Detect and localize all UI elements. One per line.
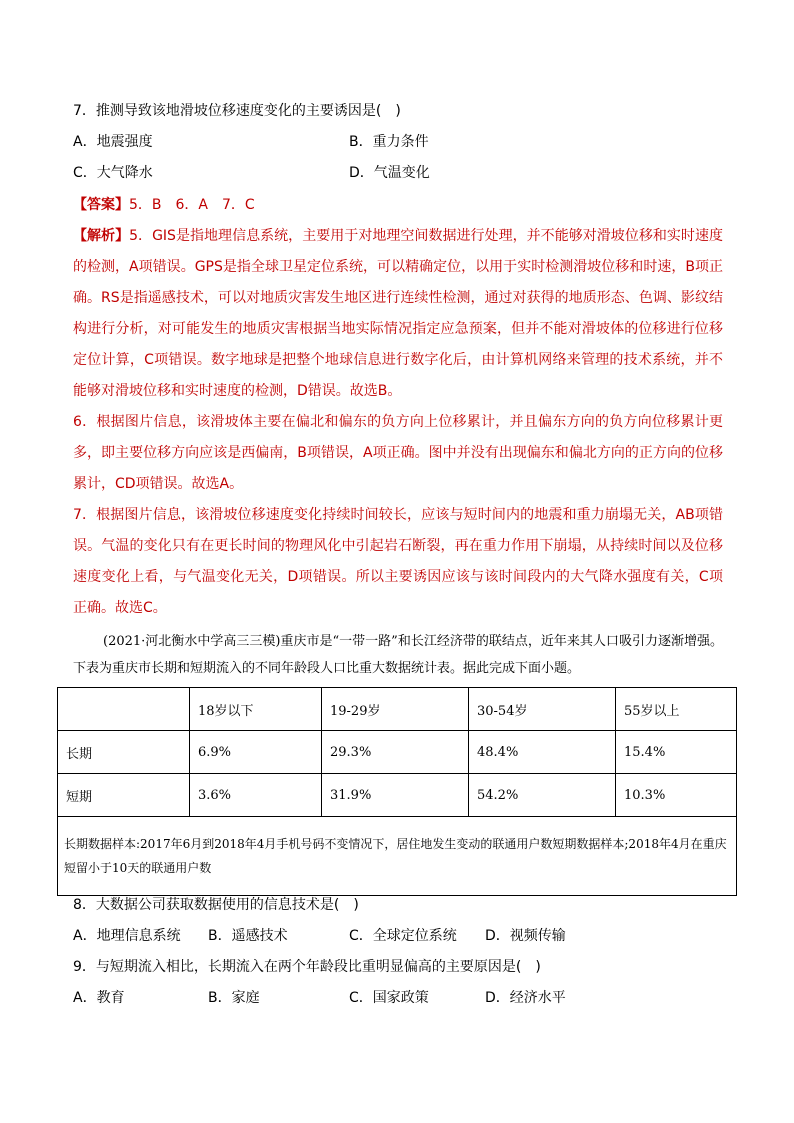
option-b: B．遥感技术 [208,928,288,944]
explanation-7: 7．根据图片信息，该滑坡位移速度变化持续时间较长，应该与短时间内的地震和重力崩塌无关，AB项错误。气温的变化只有在更长时间的物理风化中引起岩石断裂，再在重力作用下崩塌，从持续时间以及位移速度变化上看，与气温变化无关，D项错误。所以主要诱因应该与该时间段内的大气降水强度有关，C项正确。故选C。 [73,507,723,616]
option-d: D．视频传输 [485,928,566,944]
table-cell: 15.4% [616,731,737,774]
option-b: B．家庭 [208,990,260,1006]
table-header-cell: 55岁以上 [616,688,737,731]
table-cell: 长期 [58,731,190,774]
answer-line [73,196,255,214]
option-a: A．教育 [73,990,125,1006]
answer-value: 5．B 6．A 7．C [129,197,255,213]
question-9-stem: 9．与短期流入相比，长期流入在两个年龄段比重明显偏高的主要原因是( ) [73,959,541,975]
question-7-stem: 7．推测导致该地滑坡位移速度变化的主要诱因是( ) [73,103,401,119]
table-note: 长期数据样本:2017年6月到2018年4月手机号码不变情况下，居住地发生变动的联通用户数短期数据样本;2018年4月在重庆短留小于10天的联通用户数 [58,817,737,896]
explanation [73,221,723,624]
explanation-6: 6．根据图片信息，该滑坡体主要在偏北和偏东的负方向上位移累计，并且偏东方向的负方向位移累计更多，即主要位移方向应该是西偏南，B项错误，A项正确。图中并没有出现偏东和偏北方向的正方向的位移累计，CD项错误。故选A。 [73,414,723,492]
question-8-stem: 8．大数据公司获取数据使用的信息技术是( ) [73,897,359,913]
option-a: A．地震强度 [73,134,153,150]
table-header-cell: 30-54岁 [469,688,616,731]
table-header-cell: 18岁以下 [190,688,322,731]
intro-text: (2021·河北衡水中学高三三模)重庆市是“一带一路”和长江经济带的联结点，近年来其人口吸引力逐渐增强。下表为重庆市长期和短期流入的不同年龄段人口比重大数据统计表。据此完成下面小题。 [73,634,723,676]
option-d: D．气温变化 [349,165,430,181]
option-d: D．经济水平 [485,990,566,1006]
table-cell: 10.3% [616,774,737,817]
table-header-cell [58,688,190,731]
table-cell: 6.9% [190,731,322,774]
table-header-cell: 19-29岁 [322,688,469,731]
explanation-5 [73,221,723,407]
option-c: C．国家政策 [349,990,429,1006]
table-row [58,731,737,774]
question-7-option-a [73,133,153,151]
answer-tag: 【答案】 [73,197,129,213]
question-9-options [73,989,723,1007]
question-7-option-c [73,164,153,182]
option-b: B．重力条件 [349,134,429,150]
intro-paragraph [73,628,723,682]
table-cell: 31.9% [322,774,469,817]
explanation-5-text: 5．GIS是指地理信息系统，主要用于对地理空间数据进行处理，并不能够对滑坡位移和实时速度的检测，A项错误。GPS是指全球卫星定位系统，可以精确定位，以用于实时检测滑坡位移和时速，B项正确。RS是指遥感技术，可以对地质灾害发生地区进行连续性检测，通过对获得的地质形态、色调、影纹结构进行分析，对可能发生的地质灾害根据当地实际情况指定应急预案，但并不能对滑坡体的位移进行位移定位计算，C项错误。数字地球是把整个地球信息进行数字化后，由计算机网络来管理的技术系统，并不能够对滑坡位移和实时速度的检测，D错误。故选B。 [73,228,723,399]
option-c: C．全球定位系统 [349,928,457,944]
option-a: A．地理信息系统 [73,928,181,944]
question-8-options [73,927,723,945]
table-cell: 29.3% [322,731,469,774]
table-cell: 3.6% [190,774,322,817]
table-cell: 54.2% [469,774,616,817]
option-c: C．大气降水 [73,165,153,181]
question-7-option-b [349,133,429,151]
data-table [57,687,737,896]
table-note-row [58,817,737,896]
question-7-option-d [349,164,430,182]
table-cell: 短期 [58,774,190,817]
explanation-tag: 【解析】 [73,228,130,244]
table-cell: 48.4% [469,731,616,774]
table-header-row [58,688,737,731]
table-row [58,774,737,817]
